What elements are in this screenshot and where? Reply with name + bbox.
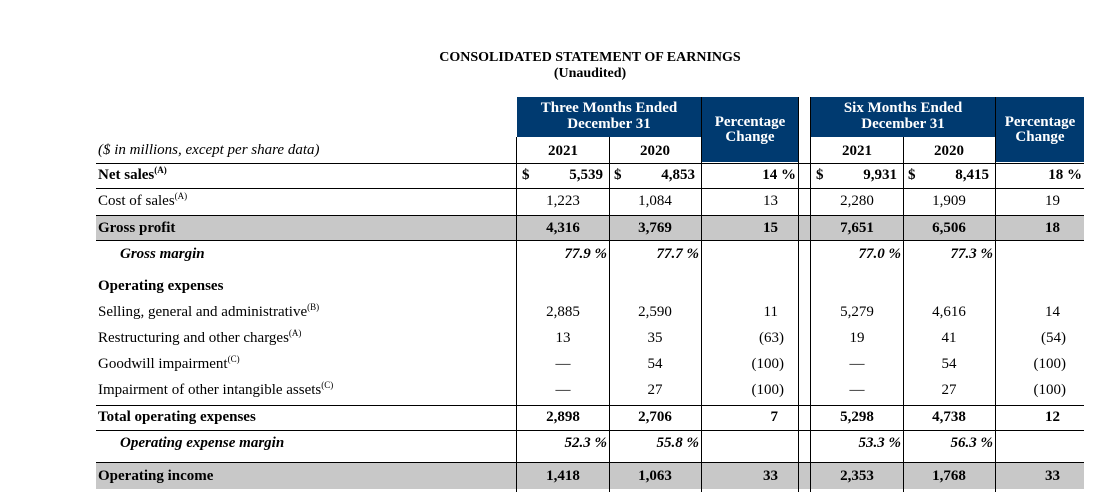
label-operating-expenses: Operating expenses — [98, 278, 224, 294]
label-intangibles: Impairment of other intangible assets$^{(C)}$ — [98, 380, 334, 398]
int-h21: — — [849, 382, 865, 398]
label-sga: Selling, general and administrative$^{(B)}$ — [98, 302, 320, 320]
vline-5 — [810, 97, 811, 492]
sga-q21: 2,885 — [546, 304, 580, 320]
three-months-header: Three Months Ended December 31 — [517, 97, 701, 137]
om-h20: 56.3 % — [950, 435, 993, 451]
cost-q21: 1,223 — [546, 193, 580, 209]
h-year-2020: 2020 — [934, 143, 964, 159]
topex-h21: 5,298 — [840, 409, 874, 425]
int-qpct: (100) — [751, 382, 784, 398]
oi-hpct: 33 — [1045, 468, 1060, 484]
six-months-header: Six Months Ended December 31 — [811, 97, 995, 137]
oi-h20: 1,768 — [932, 468, 966, 484]
gp-qpct: 15 — [763, 220, 778, 236]
sga-h20: 4,616 — [932, 304, 966, 320]
rule-header — [96, 163, 1084, 164]
restr-h20: 41 — [941, 330, 957, 346]
cost-qpct: 13 — [763, 193, 778, 209]
dollar-sign: $ — [816, 167, 824, 183]
label-net-sales: Net sales$^{(A)}$ — [98, 165, 167, 183]
rule-total-bottom — [96, 430, 1084, 431]
q-year-2021: 2021 — [548, 143, 578, 159]
restr-h21: 19 — [849, 330, 865, 346]
label-total-opex: Total operating expenses — [98, 409, 256, 425]
label-goodwill: Goodwill impairment$^{(C)}$ — [98, 354, 240, 372]
label-cost-of-sales: Cost of sales$^{(A)}$ — [98, 191, 188, 209]
rule-op-income — [96, 462, 1084, 463]
net-sales-h20: 8,415 — [955, 167, 989, 183]
restr-hpct: (54) — [1041, 330, 1066, 346]
label-operating-income: Operating income — [98, 468, 214, 484]
restr-q21: 13 — [555, 330, 571, 346]
oi-h21: 2,353 — [840, 468, 874, 484]
dollar-sign: $ — [614, 167, 622, 183]
gw-q20: 54 — [647, 356, 663, 372]
cost-h20: 1,909 — [932, 193, 966, 209]
gp-h20: 6,506 — [932, 220, 966, 236]
label-restructuring: Restructuring and other charges$^{(A)}$ — [98, 328, 302, 346]
label-gross-margin: Gross margin — [120, 246, 205, 262]
int-hpct: (100) — [1033, 382, 1066, 398]
three-months-pct-header: Percentage Change — [702, 97, 798, 162]
vline-4 — [798, 97, 799, 492]
cost-q20: 1,084 — [638, 193, 672, 209]
gm-q21: 77.9 % — [564, 246, 607, 262]
q-year-2020: 2020 — [640, 143, 670, 159]
int-h20: 27 — [941, 382, 957, 398]
gp-hpct: 18 — [1045, 220, 1060, 236]
sga-qpct: 11 — [763, 304, 778, 320]
units-caption: ($ in millions, except per share data) — [98, 142, 320, 158]
gp-h21: 7,651 — [840, 220, 874, 236]
net-sales-hpct: 18 % — [1048, 167, 1082, 183]
statement-title: CONSOLIDATED STATEMENT OF EARNINGS — [439, 50, 741, 65]
dollar-sign: $ — [522, 167, 530, 183]
statement-subtitle: (Unaudited) — [553, 66, 627, 81]
topex-q21: 2,898 — [546, 409, 580, 425]
dollar-sign: $ — [908, 167, 916, 183]
om-h21: 53.3 % — [858, 435, 901, 451]
net-sales-q20: 4,853 — [661, 167, 695, 183]
restr-qpct: (63) — [759, 330, 784, 346]
gw-qpct: (100) — [751, 356, 784, 372]
rule-net-sales — [96, 188, 1084, 189]
gp-q20: 3,769 — [638, 220, 672, 236]
gm-h21: 77.0 % — [858, 246, 901, 262]
gw-h21: — — [849, 356, 865, 372]
sga-hpct: 14 — [1045, 304, 1060, 320]
six-months-pct-header: Percentage Change — [996, 97, 1084, 162]
label-gross-profit: Gross profit — [98, 220, 176, 236]
vline-3 — [701, 97, 702, 492]
gw-q21: — — [555, 356, 571, 372]
gw-hpct: (100) — [1033, 356, 1066, 372]
sga-q20: 2,590 — [638, 304, 672, 320]
om-q20: 55.8 % — [656, 435, 699, 451]
oi-q21: 1,418 — [546, 468, 580, 484]
rule-gross — [96, 240, 1084, 241]
net-sales-h21: 9,931 — [863, 167, 897, 183]
gm-h20: 77.3 % — [950, 246, 993, 262]
cost-h21: 2,280 — [840, 193, 874, 209]
int-q20: 27 — [647, 382, 663, 398]
net-sales-q21: 5,539 — [569, 167, 603, 183]
topex-hpct: 12 — [1045, 409, 1060, 425]
om-q21: 52.3 % — [564, 435, 607, 451]
label-opex-margin: Operating expense margin — [120, 435, 285, 451]
vline-7 — [995, 97, 996, 492]
sga-h21: 5,279 — [840, 304, 874, 320]
int-q21: — — [555, 382, 571, 398]
gm-q20: 77.7 % — [656, 246, 699, 262]
h-year-2021: 2021 — [842, 143, 872, 159]
topex-qpct: 7 — [770, 409, 778, 425]
topex-q20: 2,706 — [638, 409, 672, 425]
cost-hpct: 19 — [1045, 193, 1060, 209]
gp-q21: 4,316 — [546, 220, 580, 236]
rule-cost — [96, 215, 1084, 216]
gw-h20: 54 — [941, 356, 957, 372]
restr-q20: 35 — [647, 330, 663, 346]
topex-h20: 4,738 — [932, 409, 966, 425]
net-sales-qpct: 14 % — [762, 167, 796, 183]
oi-q20: 1,063 — [638, 468, 672, 484]
rule-total-top — [96, 405, 1084, 406]
oi-qpct: 33 — [763, 468, 778, 484]
